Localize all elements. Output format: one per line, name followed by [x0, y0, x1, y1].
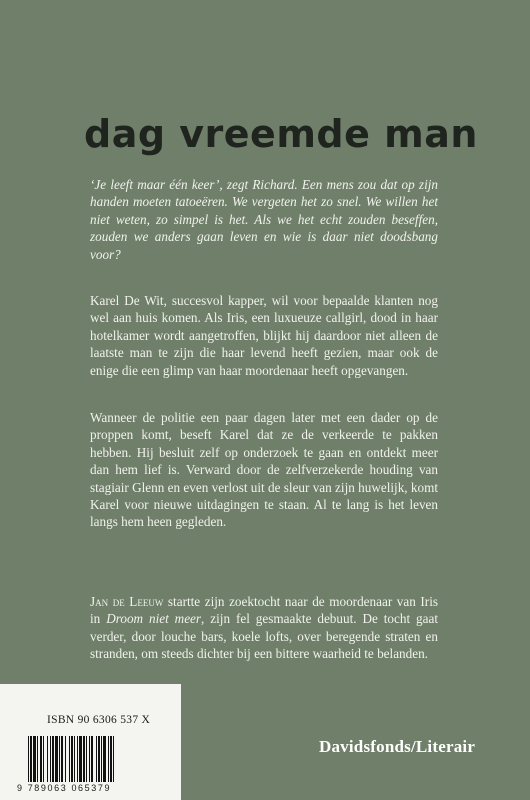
- barcode-digits: 9 789063 065379: [17, 783, 112, 793]
- barcode-bar: [69, 736, 70, 782]
- barcode-bar: [74, 736, 75, 782]
- barcode-bar: [33, 736, 36, 782]
- barcode-bar: [79, 736, 82, 782]
- barcode-bar: [40, 736, 42, 782]
- barcode-bar: [65, 736, 66, 782]
- barcode-bar: [110, 736, 112, 782]
- barcode-bar: [71, 736, 73, 782]
- barcode-bar: [77, 736, 78, 782]
- barcode-bar: [59, 736, 60, 782]
- barcode-bar: [89, 736, 90, 782]
- blurb-paragraph-2: Wanneer de politie een paar dagen later met een dader op de proppen komt, beseft Karel dat ze de verkeerde te pakken hebben. Hij besluit zelf op onderzoek te gaan en ontdekt meer dan hem lief is. Verward door de zelfverzekerde houding van stagiair Glenn en even verlost uit de sleur van zijn huwelijk, komt Karel voor nieuwe uitdagingen te staan. Al te lang is het leven langs hem heen gegleden.: [90, 410, 438, 530]
- book-title: dag vreemde man: [84, 112, 478, 156]
- previous-book-title: Droom niet meer: [106, 611, 202, 627]
- publisher-logo: Davidsfonds/Literair: [319, 737, 476, 756]
- barcode-bar: [47, 736, 48, 782]
- barcode-bar: [61, 736, 63, 782]
- barcode-bar: [96, 736, 97, 782]
- barcode-bar: [98, 736, 100, 782]
- barcode-bar: [28, 736, 29, 782]
- opening-quote: ‘Je leeft maar één keer’, zegt Richard. Een mens zou dat op zijn handen moeten tatoeëren. We vergeten het zo snel. We willen het niet weten, zo simpel is het. Als we het echt zouden beseffen, zouden we anders gaan leven en wie is daar niet doodsbang voor?: [90, 177, 438, 262]
- barcode: [28, 736, 151, 782]
- barcode-bar: [91, 736, 93, 782]
- barcode-bar: [83, 736, 85, 782]
- barcode-bar: [50, 736, 51, 782]
- barcode-bar: [52, 736, 54, 782]
- author-name: Jan de Leeuw: [90, 594, 164, 609]
- blurb-paragraph-1: Karel De Wit, succesvol kapper, wil voor bepaalde klanten nog wel aan huis komen. Als Iris, een luxueuze callgirl, dood in haar hotelkamer wordt aangetroffen, blijkt hij daardoor niet alleen de laatste man te zijn die haar levend heeft gezien, maar ook de enige die een glimp van haar moordenaar heeft opgevangen.: [90, 293, 438, 378]
- paragraph-3-text-a: startte zijn zoektocht naar de moordenaar van Iris in: [90, 594, 438, 627]
- barcode-bar: [55, 736, 58, 782]
- barcode-bar: [43, 736, 44, 782]
- barcode-bar: [30, 736, 32, 782]
- barcode-bar: [113, 736, 114, 782]
- barcode-bar: [108, 736, 109, 782]
- barcode-bar: [86, 736, 87, 782]
- paragraph-3-text-b: , zijn fel gesmaakte debuut. De tocht gaat verder, door louche bars, koele lofts, over beregende straten en stranden, om steeds dichter bij een bittere waarheid te belanden.: [90, 611, 439, 662]
- isbn-label: ISBN 90 6306 537 X: [47, 714, 151, 726]
- barcode-bar: [37, 736, 38, 782]
- barcode-bar: [101, 736, 102, 782]
- blurb-paragraph-3: [90, 593, 438, 663]
- barcode-bar: [103, 736, 106, 782]
